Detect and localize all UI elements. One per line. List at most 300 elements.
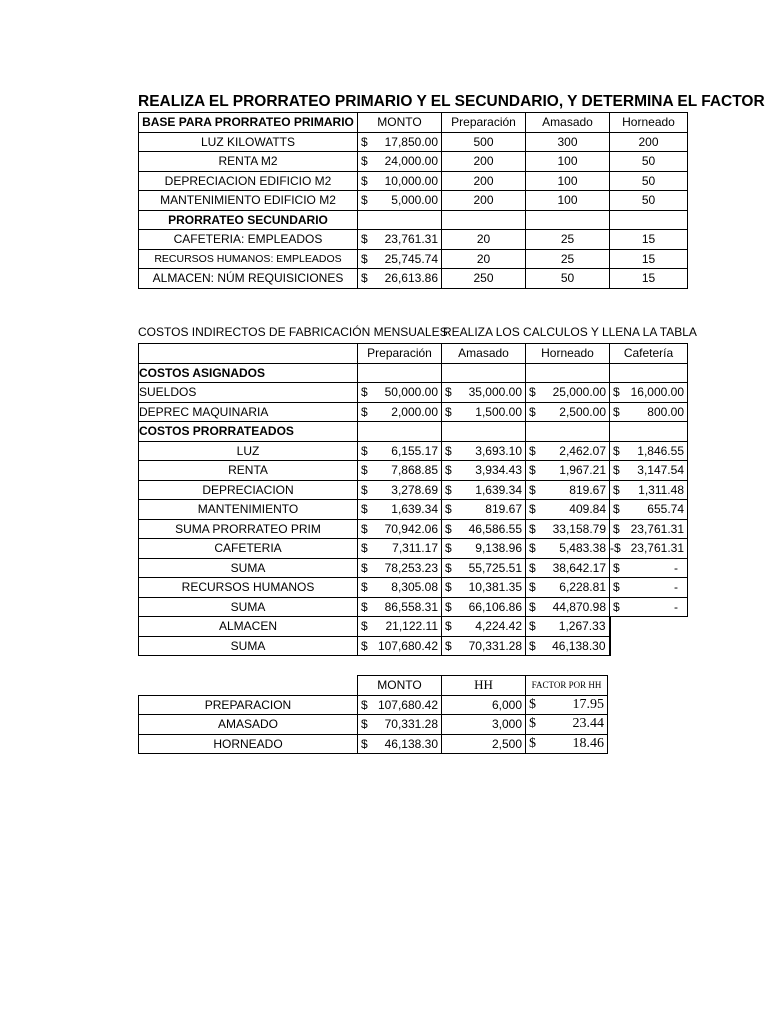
cell[interactable]: 200 bbox=[442, 191, 526, 211]
table-row bbox=[139, 715, 608, 735]
cell[interactable] bbox=[526, 480, 610, 500]
cell[interactable] bbox=[610, 636, 688, 656]
amount: - bbox=[674, 599, 678, 614]
currency-value bbox=[613, 520, 684, 538]
cell[interactable] bbox=[610, 461, 688, 481]
amount: 55,725.51 bbox=[468, 560, 522, 575]
amount: - bbox=[674, 580, 678, 595]
currency-value bbox=[361, 539, 438, 557]
cell[interactable] bbox=[358, 441, 442, 461]
cell[interactable] bbox=[526, 539, 610, 559]
cell[interactable] bbox=[358, 422, 442, 442]
currency-symbol: $ bbox=[445, 521, 452, 536]
currency-symbol: $ bbox=[445, 443, 452, 458]
cell[interactable]: 3,000 bbox=[442, 715, 526, 735]
table2-assigned-header-row bbox=[139, 363, 688, 383]
cell[interactable] bbox=[358, 152, 442, 172]
cell[interactable] bbox=[526, 461, 610, 481]
currency-value bbox=[529, 403, 606, 421]
amount: 107,680.42 bbox=[377, 638, 438, 653]
cell[interactable]: 6,000 bbox=[442, 695, 526, 715]
cell[interactable] bbox=[610, 480, 688, 500]
amount: - bbox=[674, 560, 678, 575]
amount: 655.74 bbox=[647, 502, 684, 517]
currency-value bbox=[361, 461, 438, 479]
cell[interactable]: 20 bbox=[442, 249, 526, 269]
table-row bbox=[139, 539, 688, 559]
cell[interactable] bbox=[358, 132, 442, 152]
cell[interactable]: AMASADO bbox=[139, 715, 358, 735]
currency-value bbox=[445, 520, 522, 538]
currency-symbol: $ bbox=[361, 541, 368, 556]
currency-symbol: $ bbox=[529, 502, 536, 517]
cell[interactable]: Horneado bbox=[610, 113, 688, 133]
currency-value bbox=[613, 598, 684, 616]
currency-value bbox=[529, 637, 606, 655]
currency-value bbox=[445, 442, 522, 460]
cell[interactable] bbox=[358, 402, 442, 422]
cell[interactable] bbox=[442, 461, 526, 481]
cell[interactable] bbox=[358, 191, 442, 211]
cell[interactable] bbox=[526, 402, 610, 422]
currency-symbol: $ bbox=[529, 385, 536, 400]
cell[interactable] bbox=[358, 597, 442, 617]
cell[interactable] bbox=[358, 480, 442, 500]
table2-prorated-header-row bbox=[139, 422, 688, 442]
cell[interactable] bbox=[442, 210, 526, 230]
table-row bbox=[139, 191, 688, 211]
cell[interactable]: 15 bbox=[610, 249, 688, 269]
cell[interactable] bbox=[526, 734, 608, 754]
amount: 409.84 bbox=[569, 502, 606, 517]
table2-header-row bbox=[139, 344, 688, 364]
currency-value bbox=[361, 578, 438, 596]
cell[interactable] bbox=[442, 539, 526, 559]
cell[interactable]: 15 bbox=[610, 269, 688, 289]
currency-value bbox=[529, 715, 604, 733]
cell[interactable] bbox=[358, 578, 442, 598]
cell[interactable]: HORNEADO bbox=[139, 734, 358, 754]
currency-symbol: $ bbox=[613, 482, 620, 497]
table-row bbox=[139, 402, 688, 422]
amount: 8,305.08 bbox=[391, 580, 438, 595]
cell[interactable] bbox=[442, 500, 526, 520]
cell[interactable]: LUZ KILOWATTS bbox=[139, 132, 358, 152]
cell[interactable] bbox=[358, 539, 442, 559]
cell[interactable] bbox=[358, 500, 442, 520]
cell[interactable]: 100 bbox=[526, 152, 610, 172]
amount: 2,000.00 bbox=[391, 404, 438, 419]
currency-symbol: $ bbox=[361, 385, 368, 400]
cell[interactable] bbox=[526, 695, 608, 715]
cell[interactable] bbox=[358, 230, 442, 250]
table-row bbox=[139, 480, 688, 500]
indirect-costs-table bbox=[138, 343, 688, 656]
cell[interactable]: PRORRATEO SECUNDARIO bbox=[139, 210, 358, 230]
table-row bbox=[139, 230, 688, 250]
cell[interactable] bbox=[442, 578, 526, 598]
cell[interactable]: 100 bbox=[526, 191, 610, 211]
cell[interactable] bbox=[442, 636, 526, 656]
table1-header-row bbox=[139, 113, 688, 133]
amount: 23,761.31 bbox=[384, 232, 438, 247]
cell[interactable] bbox=[610, 558, 688, 578]
amount: 819.67 bbox=[485, 502, 522, 517]
currency-value bbox=[613, 383, 684, 401]
cell[interactable]: COSTOS ASIGNADOS bbox=[139, 363, 358, 383]
cell[interactable]: SUMA bbox=[139, 597, 358, 617]
currency-symbol: $ bbox=[613, 521, 620, 536]
cell[interactable]: COSTOS PRORRATEADOS bbox=[139, 422, 358, 442]
cell[interactable]: 250 bbox=[442, 269, 526, 289]
cell[interactable]: 100 bbox=[526, 171, 610, 191]
cell[interactable] bbox=[442, 480, 526, 500]
amount: 1,967.21 bbox=[559, 463, 606, 478]
cell[interactable] bbox=[358, 636, 442, 656]
currency-value bbox=[361, 637, 438, 655]
cell[interactable] bbox=[526, 617, 610, 637]
cell[interactable]: 200 bbox=[442, 171, 526, 191]
currency-symbol: $ bbox=[529, 599, 536, 614]
amount: 7,311.17 bbox=[392, 541, 438, 556]
table-row bbox=[139, 597, 688, 617]
cell[interactable]: 50 bbox=[610, 191, 688, 211]
currency-symbol: $ bbox=[361, 502, 368, 517]
table-row bbox=[139, 558, 688, 578]
currency-symbol: $ bbox=[529, 619, 536, 634]
currency-symbol: $ bbox=[613, 599, 620, 614]
cell[interactable] bbox=[610, 422, 688, 442]
subtitle-left: COSTOS INDIRECTOS DE FABRICACIÓN MENSUALES bbox=[138, 325, 448, 339]
amount: 3,934.43 bbox=[475, 463, 522, 478]
cell[interactable]: CAFETERIA: EMPLEADOS bbox=[139, 230, 358, 250]
cell[interactable] bbox=[610, 383, 688, 403]
currency-value bbox=[361, 442, 438, 460]
cell[interactable] bbox=[610, 617, 688, 637]
currency-value bbox=[445, 617, 522, 635]
cell[interactable]: 200 bbox=[442, 152, 526, 172]
cell[interactable] bbox=[358, 269, 442, 289]
currency-value bbox=[445, 559, 522, 577]
currency-symbol: $ bbox=[529, 696, 536, 712]
cell[interactable]: CAFETERIA bbox=[139, 539, 358, 559]
currency-symbol: $ bbox=[529, 521, 536, 536]
amount: 16,000.00 bbox=[630, 385, 684, 400]
table-row bbox=[139, 132, 688, 152]
cell[interactable]: PREPARACION bbox=[139, 695, 358, 715]
currency-value bbox=[445, 481, 522, 499]
cell[interactable]: Horneado bbox=[526, 344, 610, 364]
amount: 23.44 bbox=[572, 716, 604, 732]
amount: 800.00 bbox=[647, 404, 684, 419]
currency-symbol: $ bbox=[529, 580, 536, 595]
amount: 50,000.00 bbox=[384, 385, 438, 400]
cell[interactable]: Preparación bbox=[358, 344, 442, 364]
cell[interactable]: SUMA bbox=[139, 558, 358, 578]
cell[interactable]: HH bbox=[442, 676, 526, 696]
currency-value bbox=[529, 481, 606, 499]
currency-symbol: $ bbox=[361, 232, 368, 247]
cell[interactable]: SUELDOS bbox=[139, 383, 358, 403]
currency-value bbox=[529, 696, 604, 714]
cell[interactable] bbox=[358, 383, 442, 403]
cell[interactable]: 20 bbox=[442, 230, 526, 250]
cell[interactable]: Preparación bbox=[442, 113, 526, 133]
currency-value bbox=[529, 735, 604, 753]
currency-symbol: $ bbox=[529, 560, 536, 575]
currency-symbol: $ bbox=[529, 404, 536, 419]
currency-symbol: $ bbox=[613, 404, 620, 419]
currency-value bbox=[361, 172, 438, 190]
currency-value bbox=[529, 520, 606, 538]
cell[interactable]: 25 bbox=[526, 249, 610, 269]
cell[interactable] bbox=[358, 734, 442, 754]
amount: 3,147.54 bbox=[637, 463, 684, 478]
cell[interactable]: 200 bbox=[610, 132, 688, 152]
currency-value bbox=[613, 481, 684, 499]
cell[interactable]: ALMACEN bbox=[139, 617, 358, 637]
cell[interactable] bbox=[526, 422, 610, 442]
table-row bbox=[139, 441, 688, 461]
cell[interactable] bbox=[358, 558, 442, 578]
amount: 25,000.00 bbox=[552, 385, 606, 400]
cell[interactable] bbox=[526, 441, 610, 461]
cell[interactable]: RENTA bbox=[139, 461, 358, 481]
cell[interactable]: MANTENIMIENTO bbox=[139, 500, 358, 520]
amount: 23,761.31 bbox=[630, 541, 684, 556]
currency-symbol: $ bbox=[361, 251, 368, 266]
cell[interactable]: DEPRECIACION EDIFICIO M2 bbox=[139, 171, 358, 191]
cell[interactable] bbox=[358, 695, 442, 715]
cell[interactable]: 15 bbox=[610, 230, 688, 250]
currency-value bbox=[361, 481, 438, 499]
table-row bbox=[139, 383, 688, 403]
table-row bbox=[139, 269, 688, 289]
currency-symbol: $ bbox=[361, 173, 368, 188]
cell[interactable] bbox=[139, 344, 358, 364]
amount: 26,613.86 bbox=[384, 271, 438, 286]
currency-value bbox=[445, 461, 522, 479]
cell[interactable]: RENTA M2 bbox=[139, 152, 358, 172]
currency-symbol: $ bbox=[361, 697, 368, 712]
currency-value bbox=[361, 598, 438, 616]
currency-value bbox=[529, 461, 606, 479]
amount: 38,642.17 bbox=[552, 560, 606, 575]
cell[interactable]: Cafetería bbox=[610, 344, 688, 364]
cell[interactable] bbox=[526, 578, 610, 598]
currency-value bbox=[361, 617, 438, 635]
table-row bbox=[139, 734, 608, 754]
currency-value bbox=[613, 559, 684, 577]
cell[interactable]: DEPRECIACION bbox=[139, 480, 358, 500]
currency-symbol: $ bbox=[361, 717, 368, 732]
currency-value bbox=[445, 500, 522, 518]
cell[interactable] bbox=[358, 617, 442, 637]
cell[interactable]: RECURSOS HUMANOS bbox=[139, 578, 358, 598]
table-row bbox=[139, 695, 608, 715]
cell[interactable] bbox=[610, 500, 688, 520]
amount: 44,870.98 bbox=[552, 599, 606, 614]
amount: 2,462.07 bbox=[559, 443, 606, 458]
cell[interactable] bbox=[610, 441, 688, 461]
amount: 66,106.86 bbox=[468, 599, 522, 614]
cell[interactable]: MANTENIMIENTO EDIFICIO M2 bbox=[139, 191, 358, 211]
cell[interactable] bbox=[358, 519, 442, 539]
currency-symbol: $ bbox=[529, 716, 536, 732]
table-row bbox=[139, 578, 688, 598]
currency-symbol: $ bbox=[361, 580, 368, 595]
subtitle-right: REALIZA LOS CALCULOS Y LLENA LA TABLA bbox=[443, 325, 697, 339]
currency-symbol: -$ bbox=[610, 541, 621, 556]
amount: 9,138.96 bbox=[475, 541, 522, 556]
cell[interactable] bbox=[358, 363, 442, 383]
amount: 86,558.31 bbox=[384, 599, 438, 614]
cell[interactable] bbox=[358, 249, 442, 269]
cell[interactable] bbox=[442, 617, 526, 637]
cell[interactable] bbox=[442, 441, 526, 461]
cell[interactable] bbox=[139, 676, 358, 696]
currency-value bbox=[361, 735, 438, 753]
cell[interactable]: LUZ bbox=[139, 441, 358, 461]
cell[interactable]: 25 bbox=[526, 230, 610, 250]
cell[interactable]: 50 bbox=[526, 269, 610, 289]
amount: 1,267.33 bbox=[558, 619, 606, 634]
cell[interactable] bbox=[526, 597, 610, 617]
cell[interactable]: 500 bbox=[442, 132, 526, 152]
table-row bbox=[139, 519, 688, 539]
cell[interactable] bbox=[610, 578, 688, 598]
currency-value bbox=[361, 230, 438, 248]
cell[interactable] bbox=[358, 210, 442, 230]
currency-value bbox=[529, 442, 606, 460]
currency-symbol: $ bbox=[529, 482, 536, 497]
currency-symbol: $ bbox=[613, 502, 620, 517]
cell[interactable]: BASE PARA PRORRATEO PRIMARIO bbox=[139, 113, 358, 133]
cell[interactable]: SUMA bbox=[139, 636, 358, 656]
currency-symbol: $ bbox=[613, 560, 620, 575]
primary-proration-table bbox=[138, 112, 688, 289]
currency-value bbox=[361, 500, 438, 518]
currency-symbol: $ bbox=[445, 463, 452, 478]
cell[interactable]: 300 bbox=[526, 132, 610, 152]
cell[interactable] bbox=[610, 597, 688, 617]
currency-value bbox=[613, 578, 684, 596]
cell[interactable]: 50 bbox=[610, 152, 688, 172]
currency-symbol: $ bbox=[445, 580, 452, 595]
cell[interactable] bbox=[526, 363, 610, 383]
amount: 70,331.28 bbox=[384, 717, 438, 732]
cell[interactable]: SUMA PRORRATEO PRIM bbox=[139, 519, 358, 539]
currency-value bbox=[529, 598, 606, 616]
cell[interactable] bbox=[442, 519, 526, 539]
cell[interactable] bbox=[526, 519, 610, 539]
cell[interactable]: 2,500 bbox=[442, 734, 526, 754]
currency-symbol: $ bbox=[445, 404, 452, 419]
currency-value bbox=[361, 383, 438, 401]
hh-factor-table bbox=[138, 675, 608, 754]
cell[interactable] bbox=[358, 461, 442, 481]
currency-symbol: $ bbox=[445, 638, 452, 653]
currency-value bbox=[361, 403, 438, 421]
cell[interactable]: MONTO bbox=[358, 676, 442, 696]
table1-secondary-header-row bbox=[139, 210, 688, 230]
currency-symbol: $ bbox=[361, 154, 368, 169]
cell[interactable] bbox=[442, 402, 526, 422]
currency-symbol: $ bbox=[361, 463, 368, 478]
sheet-title: REALIZA EL PRORRATEO PRIMARIO Y EL SECUNDARIO, Y DETERMINA EL FACTOR bbox=[138, 93, 765, 110]
currency-value bbox=[445, 403, 522, 421]
cell[interactable]: Amasado bbox=[526, 113, 610, 133]
currency-value bbox=[613, 442, 684, 460]
currency-value bbox=[361, 269, 438, 287]
cell[interactable] bbox=[442, 363, 526, 383]
cell[interactable]: 50 bbox=[610, 171, 688, 191]
cell[interactable] bbox=[526, 558, 610, 578]
table-row bbox=[139, 617, 688, 637]
cell[interactable] bbox=[610, 519, 688, 539]
amount: 819.67 bbox=[569, 482, 606, 497]
cell[interactable] bbox=[442, 422, 526, 442]
currency-value bbox=[361, 559, 438, 577]
currency-symbol: $ bbox=[529, 443, 536, 458]
cell[interactable] bbox=[610, 210, 688, 230]
cell[interactable] bbox=[358, 171, 442, 191]
cell[interactable]: ALMACEN: NÚM REQUISICIONES bbox=[139, 269, 358, 289]
cell[interactable] bbox=[610, 402, 688, 422]
cell[interactable]: Amasado bbox=[442, 344, 526, 364]
cell[interactable] bbox=[442, 383, 526, 403]
amount: 1,846.55 bbox=[637, 443, 684, 458]
currency-value bbox=[529, 500, 606, 518]
currency-value bbox=[529, 578, 606, 596]
currency-symbol: $ bbox=[445, 385, 452, 400]
cell[interactable]: MONTO bbox=[358, 113, 442, 133]
currency-value bbox=[445, 598, 522, 616]
table-row bbox=[139, 500, 688, 520]
currency-symbol: $ bbox=[361, 134, 368, 149]
table-row bbox=[139, 249, 688, 269]
currency-symbol: $ bbox=[445, 599, 452, 614]
table-row bbox=[139, 152, 688, 172]
cell[interactable] bbox=[526, 636, 610, 656]
cell[interactable] bbox=[526, 500, 610, 520]
currency-symbol: $ bbox=[361, 404, 368, 419]
cell[interactable]: FACTOR POR HH bbox=[526, 676, 608, 696]
amount: 46,138.30 bbox=[384, 736, 438, 751]
cell[interactable] bbox=[442, 597, 526, 617]
cell[interactable]: DEPREC MAQUINARIA bbox=[139, 402, 358, 422]
amount: 7,868.85 bbox=[391, 463, 438, 478]
currency-symbol: $ bbox=[361, 599, 368, 614]
amount: 33,158.79 bbox=[552, 521, 606, 536]
cell[interactable]: RECURSOS HUMANOS: EMPLEADOS bbox=[139, 249, 358, 269]
cell[interactable] bbox=[610, 539, 688, 559]
amount: 46,138.30 bbox=[552, 638, 606, 653]
cell[interactable] bbox=[358, 715, 442, 735]
cell[interactable] bbox=[610, 363, 688, 383]
cell[interactable] bbox=[526, 383, 610, 403]
amount: 18.46 bbox=[572, 735, 604, 751]
currency-symbol: $ bbox=[361, 193, 368, 208]
currency-value bbox=[361, 133, 438, 151]
amount: 25,745.74 bbox=[384, 251, 438, 266]
cell[interactable] bbox=[526, 210, 610, 230]
amount: 21,122.11 bbox=[385, 619, 438, 634]
amount: 1,639.34 bbox=[475, 482, 522, 497]
currency-value bbox=[529, 617, 606, 635]
cell[interactable] bbox=[442, 558, 526, 578]
cell[interactable] bbox=[526, 715, 608, 735]
